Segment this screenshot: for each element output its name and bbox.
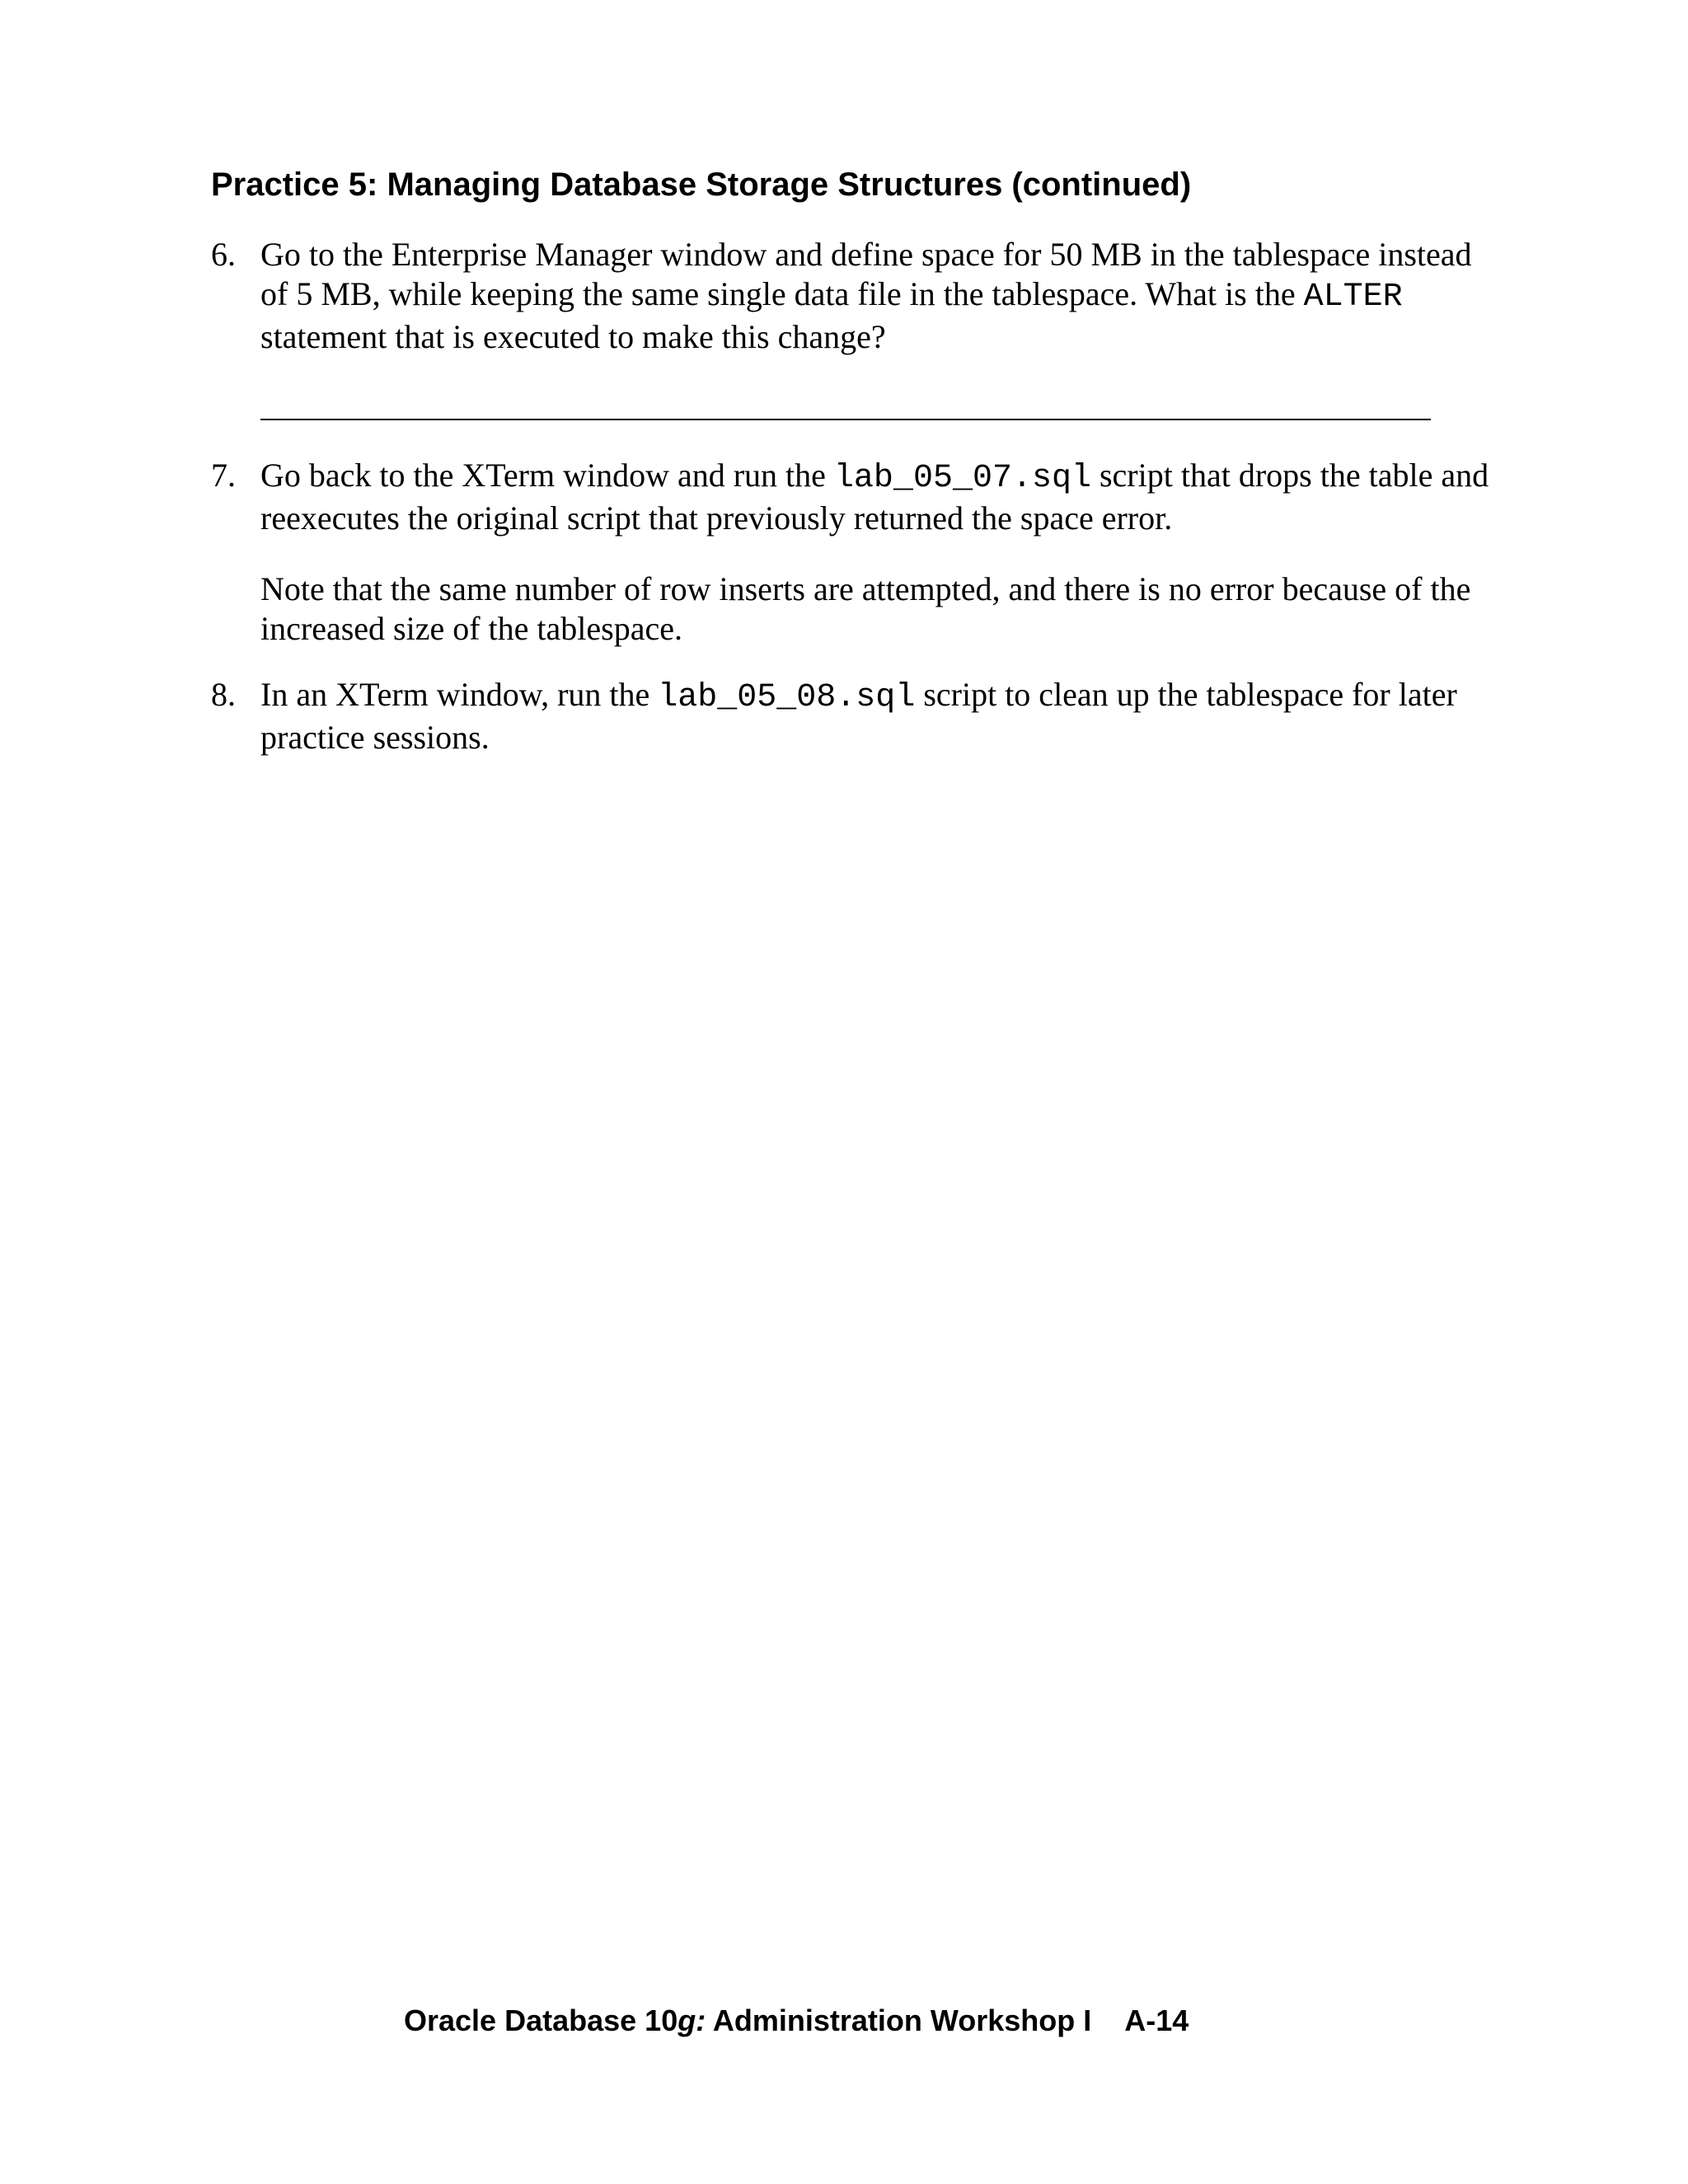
practice-step-8 (211, 675, 1497, 757)
footer-title-italic: g: (678, 2004, 706, 2037)
step-number: 8. (211, 676, 236, 713)
page-title: Practice 5: Managing Database Storage Structures (continued) (211, 166, 1192, 203)
page-footer (404, 2001, 1189, 2041)
footer-title-suffix: Administration Workshop I (706, 2004, 1092, 2037)
step-instruction (260, 456, 1497, 538)
instruction-text: In an XTerm window, run the (260, 676, 659, 713)
instruction-text: script to clean up the tablespace for later practice sessions. (260, 676, 1457, 756)
step-body (260, 235, 1497, 357)
step-number: 6. (211, 236, 236, 273)
code-script-name: lab_05_07.sql (833, 460, 1091, 497)
step-instruction (260, 675, 1497, 757)
step-number: 7. (211, 457, 236, 494)
page-number: A-14 (1124, 2004, 1189, 2037)
code-keyword-alter: ALTER (1303, 279, 1403, 316)
instruction-text: Go back to the XTerm window and run the (260, 457, 834, 494)
step-body (260, 456, 1497, 649)
answer-blank-line (260, 419, 1431, 420)
practice-step-6 (211, 235, 1497, 357)
step-note: Note that the same number of row inserts are attempted, and there is no error because of the increased size of the tablespace. (260, 570, 1471, 647)
practice-step-7 (211, 456, 1497, 649)
footer-title-prefix: Oracle Database 10 (404, 2004, 678, 2037)
step-body (260, 675, 1497, 757)
code-script-name: lab_05_08.sql (658, 679, 916, 716)
instruction-text: statement that is executed to make this change? (260, 318, 886, 355)
footer-title (404, 2004, 1091, 2037)
instruction-text: Go to the Enterprise Manager window and define space for 50 MB in the tablespace instead of 5 MB, while keeping the same single data file in the tablespace. What is the (260, 236, 1472, 312)
step-instruction (260, 235, 1497, 357)
instruction-text: script that drops the table and reexecutes the original script that previously returned the space error. (260, 457, 1489, 537)
